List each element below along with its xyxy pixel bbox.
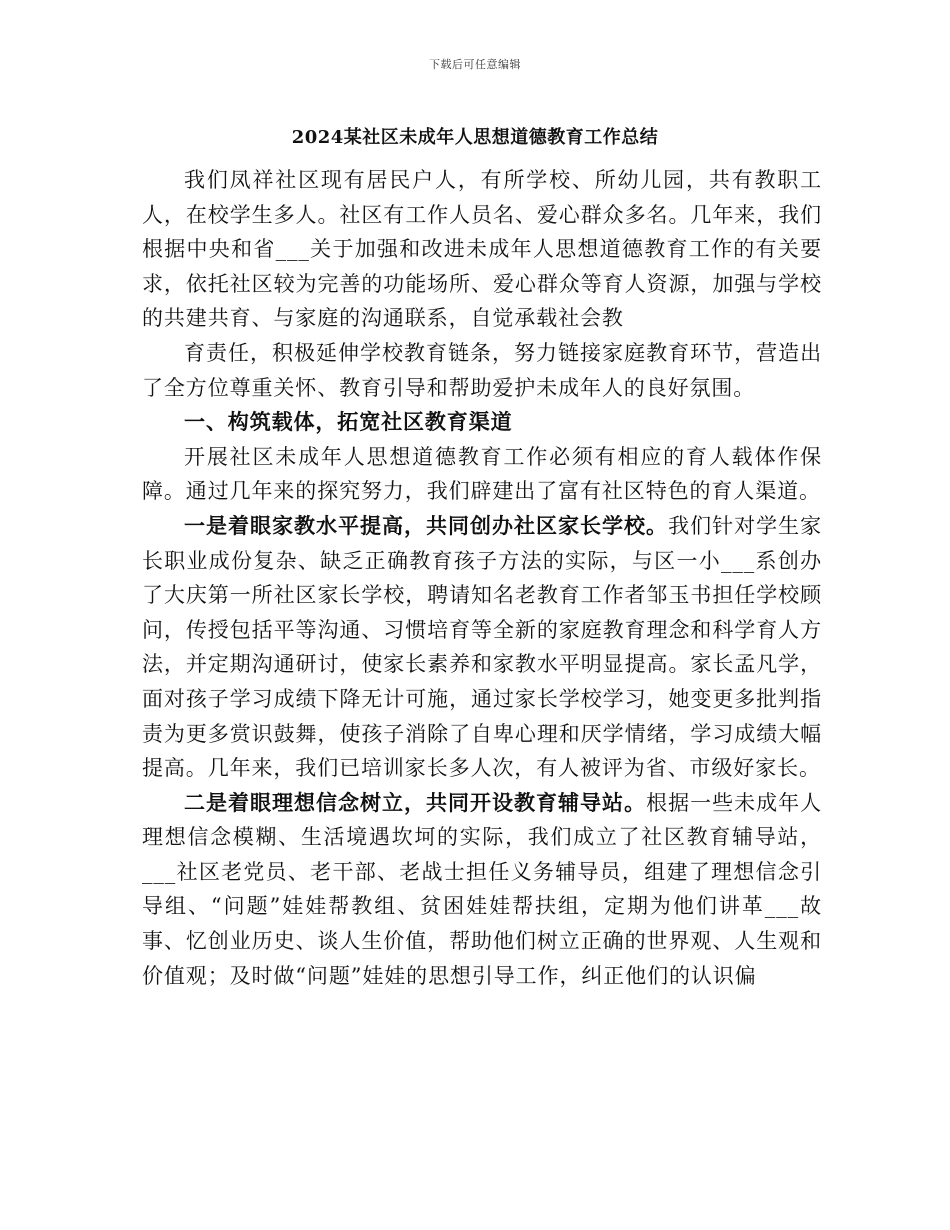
section-heading-1: 一、构筑载体，拓宽社区教育渠道 bbox=[184, 409, 513, 435]
page-header: 下载后可任意编辑 bbox=[429, 58, 521, 71]
section1-paragraph-1 bbox=[142, 440, 822, 509]
paragraph-text: 根据一些未成年人理想信念模糊、生活境遇坎坷的实际，我们成立了社区教育辅导站，___社区老党员、老干部、老战士担任义务辅导员，组建了理想信念引导组、“问题”娃娃帮教组、贫困娃娃帮扶组，定期为他们讲革___故事、忆创业历史、谈人生价值，帮助他们树立正确的世界观、人生观和价值观；及时做“问题”娃娃的思想引导工作，纠正他们的认识偏 bbox=[142, 790, 823, 988]
document-body bbox=[142, 163, 822, 993]
paragraph-text: 育责任，积极延伸学校教育链条，努力链接家庭教育环节，营造出了全方位尊重关怀、教育引导和帮助爱护未成年人的良好氛围。 bbox=[142, 340, 822, 400]
paragraph-text: 我们凤祥社区现有居民户人，有所学校、所幼儿园，共有教职工人，在校学生多人。社区有工作人员名、爱心群众多名。几年来，我们根据中央和省___关于加强和改进未成年人思想道德教育工作的有关要求，依托社区较为完善的功能场所、爱心群众等育人资源，加强与学校的共建共育、与家庭的沟通联系，自觉承载社会教 bbox=[142, 168, 822, 331]
paragraph-text: 我们针对学生家长职业成份复杂、缺乏正确教育孩子方法的实际，与区一小___系创办了大庆第一所社区家长学校，聘请知名老教育工作者邹玉书担任学校顾问，传授包括平等沟通、习惯培育等全新的家庭教育理念和科学育人方法，并定期沟通研讨，使家长素养和家教水平明显提高。家长孟凡学，面对孩子学习成绩下降无计可施，通过家长学校学习，她变更多批判指责为更多赏识鼓舞，使孩子消除了自卑心理和厌学情绪，学习成绩大幅提高。几年来，我们已培训家长多人次，有人被评为省、市级好家长。 bbox=[142, 513, 822, 781]
section1-paragraph-3 bbox=[142, 786, 822, 994]
paragraph-text: 开展社区未成年人思想道德教育工作必须有相应的育人载体作保障。通过几年来的探究努力，我们辟建出了富有社区特色的育人渠道。 bbox=[142, 444, 822, 504]
paragraph-lead: 二是着眼理想信念树立，共同开设教育辅导站。 bbox=[184, 789, 647, 815]
section1-paragraph-2 bbox=[142, 509, 822, 786]
intro-paragraph-1 bbox=[142, 163, 822, 336]
paragraph-lead: 一是着眼家教水平提高，共同创办社区家长学校。 bbox=[184, 512, 669, 538]
document-title: 2024某社区未成年人思想道德教育工作总结 bbox=[291, 127, 659, 148]
intro-paragraph-2 bbox=[142, 336, 822, 405]
